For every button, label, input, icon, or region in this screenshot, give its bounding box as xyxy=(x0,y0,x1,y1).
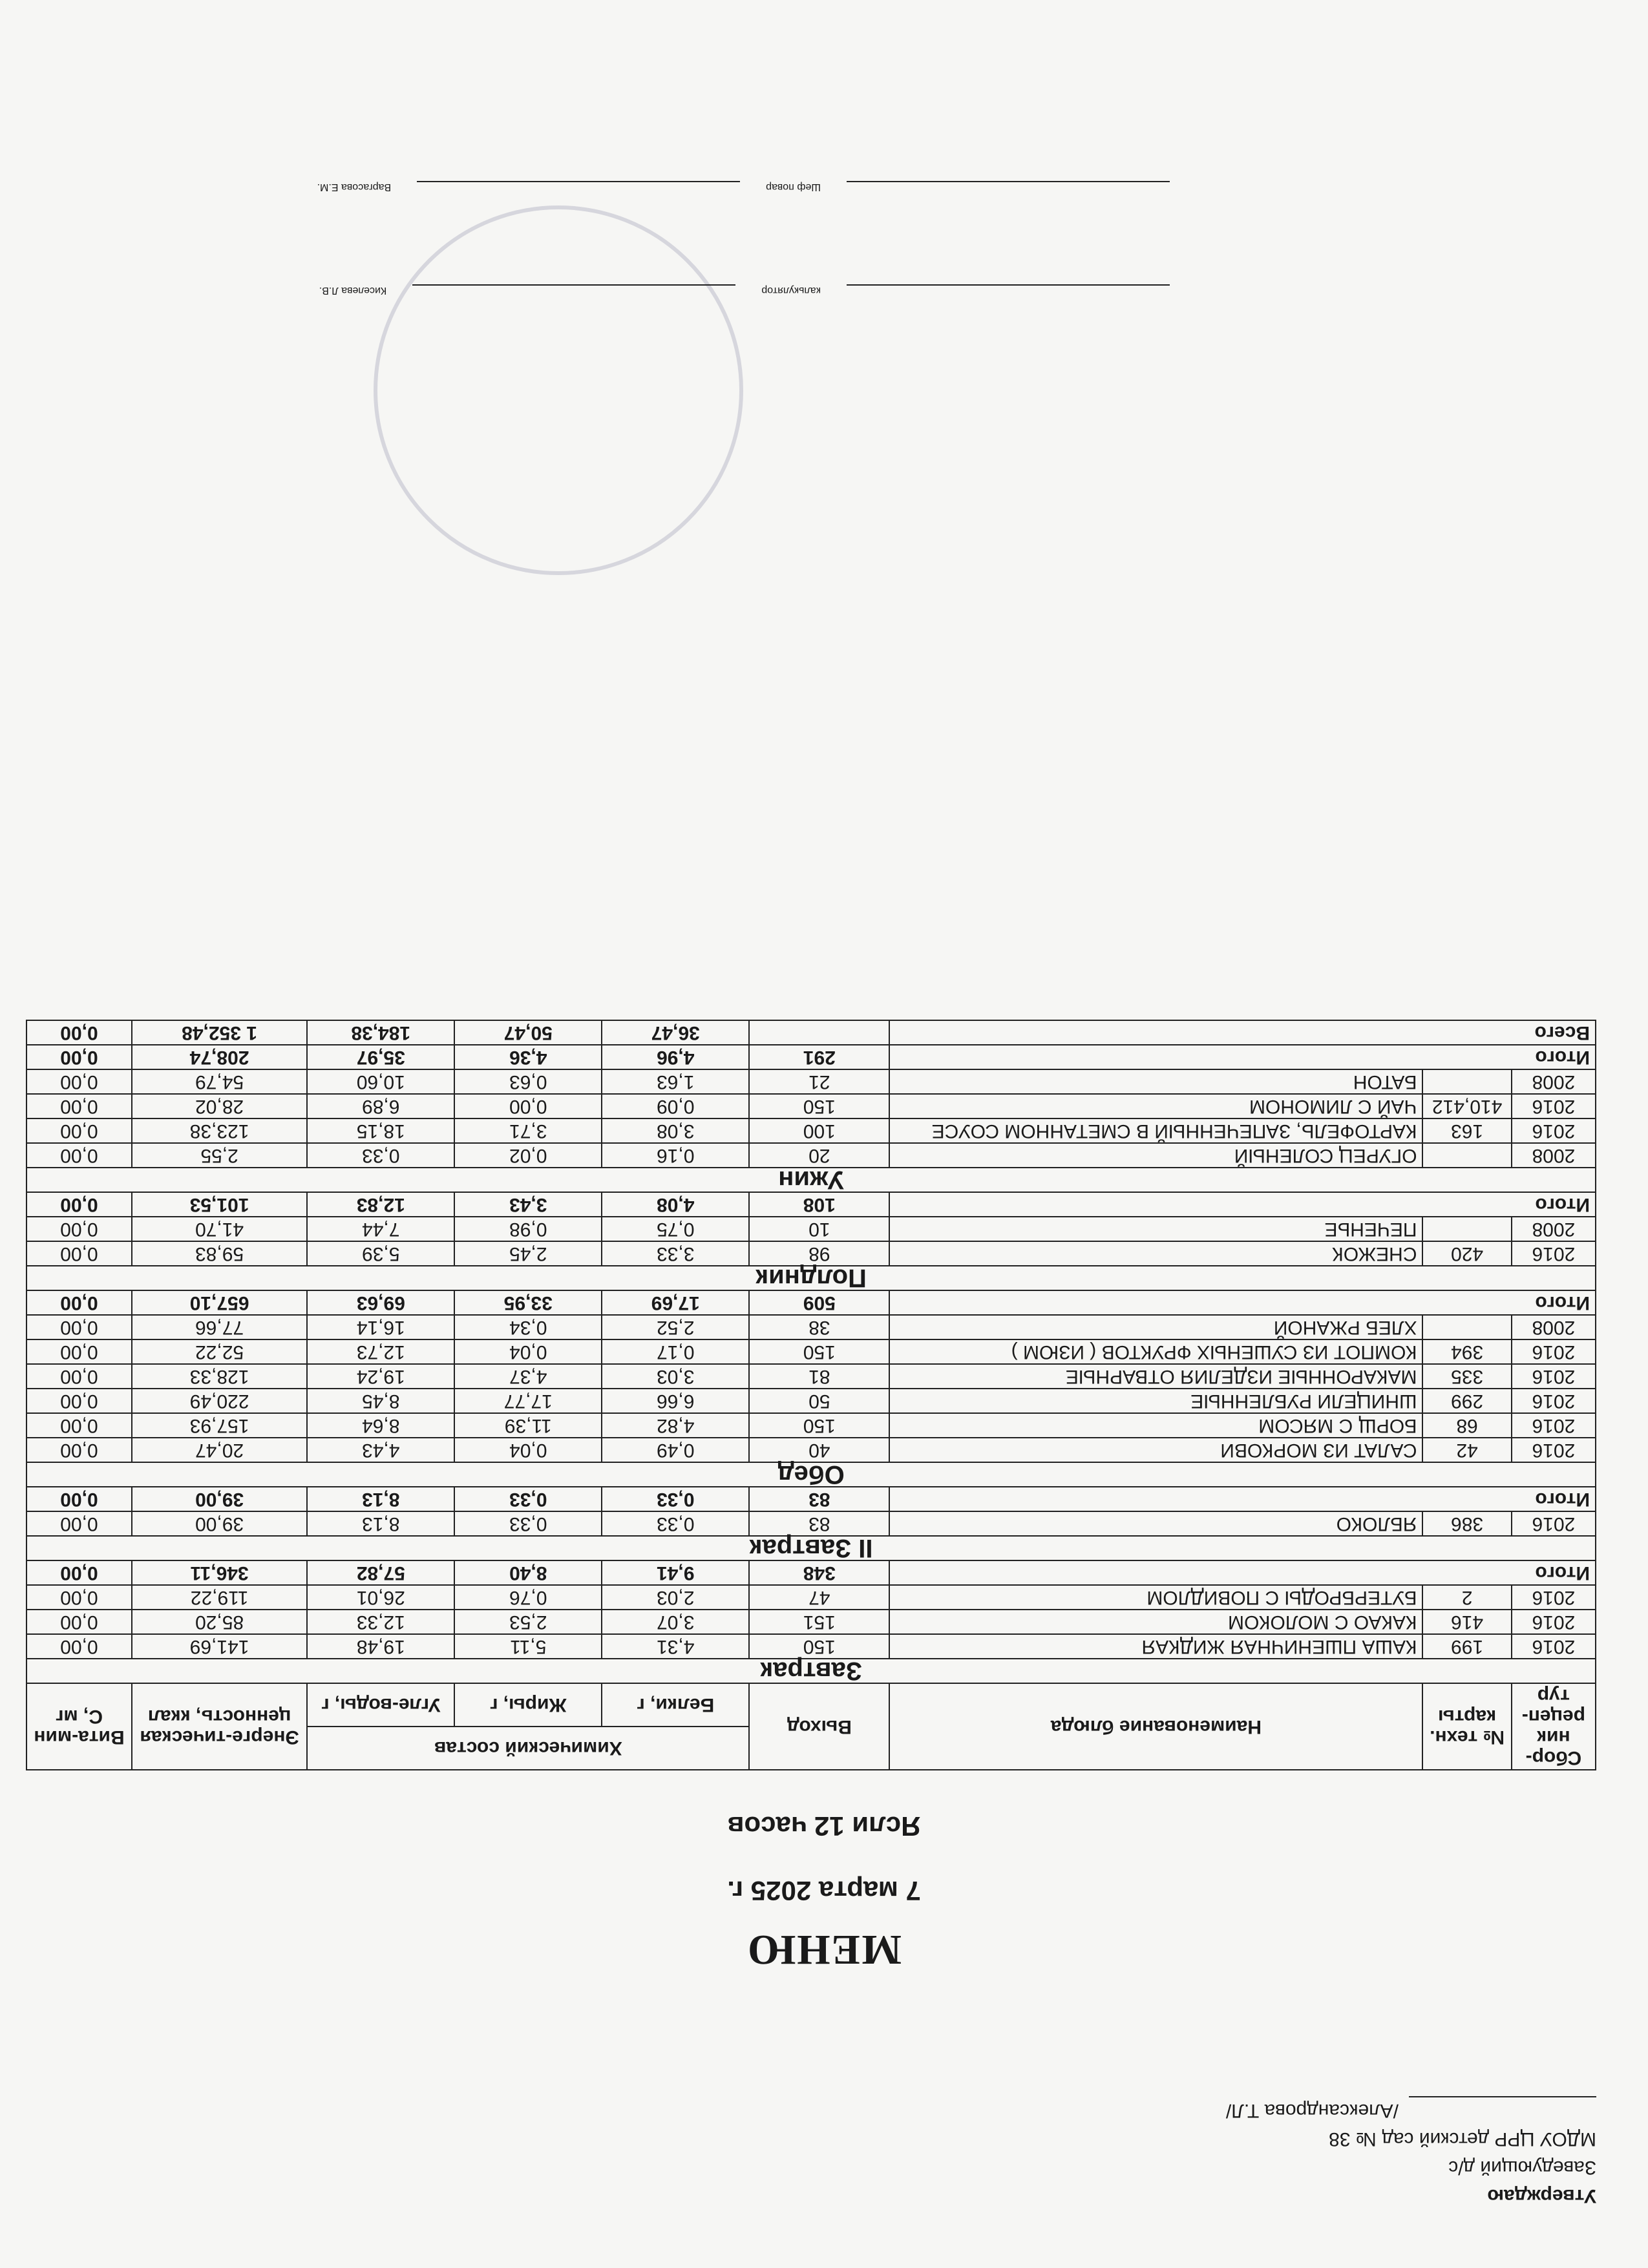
output-cell: 38 xyxy=(749,1315,889,1339)
signature-row-calc xyxy=(319,284,1196,304)
collection-cell: 2016 xyxy=(1512,1094,1596,1118)
dish-name-cell: КАРТОФЕЛЬ, ЗАПЕЧЕННЫЙ В СМЕТАННОМ СОУСЕ xyxy=(889,1118,1422,1143)
card-cell: 42 xyxy=(1422,1438,1511,1462)
section-header-row xyxy=(26,1462,1596,1487)
carbs-cell: 16,14 xyxy=(307,1315,454,1339)
table-row xyxy=(26,1389,1596,1413)
signature-role: калькулятор xyxy=(761,285,821,296)
protein-cell: 6,66 xyxy=(602,1389,749,1413)
card-cell xyxy=(1422,1315,1511,1339)
output-cell: 150 xyxy=(749,1413,889,1438)
header-collection: Сбор-ник рецеп-тур xyxy=(1512,1683,1596,1770)
vitamin-cell: 0,00 xyxy=(26,1634,132,1659)
table-row xyxy=(26,1413,1596,1438)
protein-cell: 3,03 xyxy=(602,1364,749,1389)
carbs-cell: 12,73 xyxy=(307,1339,454,1364)
energy-grand-total-cell: 1 352,48 xyxy=(132,1020,307,1045)
header-carbs: Угле-воды, г xyxy=(307,1683,454,1727)
signature-line xyxy=(417,181,740,200)
fat-cell: 0,00 xyxy=(454,1094,602,1118)
protein-cell: 1,63 xyxy=(602,1069,749,1094)
output-cell: 150 xyxy=(749,1094,889,1118)
header-fat: Жиры, г xyxy=(454,1683,602,1727)
collection-cell: 2008 xyxy=(1512,1217,1596,1241)
table-row xyxy=(26,1094,1596,1118)
energy-cell: 39,00 xyxy=(132,1511,307,1536)
collection-cell: 2016 xyxy=(1512,1339,1596,1364)
vitamin-total-cell: 0,00 xyxy=(26,1192,132,1217)
protein-cell: 0,33 xyxy=(602,1511,749,1536)
menu-table xyxy=(26,1020,1596,1770)
energy-cell: 2,55 xyxy=(132,1143,307,1168)
fat-cell: 3,71 xyxy=(454,1118,602,1143)
section-header-row xyxy=(26,1168,1596,1192)
approval-line2: МДОУ ЦРР детский сад № 38 xyxy=(1329,2128,1596,2150)
carbs-cell: 8,13 xyxy=(307,1511,454,1536)
carbs-cell: 10,60 xyxy=(307,1069,454,1094)
header-name: Наименование блюда xyxy=(889,1683,1422,1770)
table-row xyxy=(26,1241,1596,1266)
energy-cell: 77,66 xyxy=(132,1315,307,1339)
vitamin-cell: 0,00 xyxy=(26,1241,132,1266)
protein-total-cell: 0,33 xyxy=(602,1487,749,1511)
vitamin-cell: 0,00 xyxy=(26,1511,132,1536)
approval-signer: /Александрова Т.Л/ xyxy=(1225,2100,1399,2121)
energy-cell: 85,20 xyxy=(132,1610,307,1634)
output-cell: 21 xyxy=(749,1069,889,1094)
card-cell: 416 xyxy=(1422,1610,1511,1634)
energy-total-cell: 346,11 xyxy=(132,1560,307,1585)
protein-cell: 0,09 xyxy=(602,1094,749,1118)
total-label: Итого xyxy=(889,1487,1596,1511)
energy-total-cell: 39,00 xyxy=(132,1487,307,1511)
total-label: Итого xyxy=(889,1560,1596,1585)
energy-cell: 28,02 xyxy=(132,1094,307,1118)
total-label: Итого xyxy=(889,1290,1596,1315)
fat-cell: 0,63 xyxy=(454,1069,602,1094)
dish-name-cell: КАША ПШЕНИЧНАЯ ЖИДКАЯ xyxy=(889,1634,1422,1659)
dish-name-cell: БУТЕРБРОДЫ С ПОВИДЛОМ xyxy=(889,1585,1422,1610)
signature-line xyxy=(1409,2096,1596,2117)
collection-cell: 2008 xyxy=(1512,1315,1596,1339)
signature-name: Киселева Л.В. xyxy=(319,285,387,296)
table-row xyxy=(26,1364,1596,1389)
card-cell: 299 xyxy=(1422,1389,1511,1413)
section-title: Обед xyxy=(26,1462,1596,1487)
collection-cell: 2016 xyxy=(1512,1389,1596,1413)
menu-date: 7 марта 2025 г. xyxy=(727,1876,921,1906)
vitamin-cell: 0,00 xyxy=(26,1438,132,1462)
card-cell: 386 xyxy=(1422,1511,1511,1536)
total-row xyxy=(26,1192,1596,1217)
output-cell: 100 xyxy=(749,1118,889,1143)
card-cell xyxy=(1422,1069,1511,1094)
collection-cell: 2016 xyxy=(1512,1634,1596,1659)
signature-row-chef xyxy=(317,181,1196,200)
section-title: II Завтрак xyxy=(26,1536,1596,1560)
card-cell: 68 xyxy=(1422,1413,1511,1438)
output-cell: 40 xyxy=(749,1438,889,1462)
header-vitamin: Вита-мин С, мг xyxy=(26,1683,132,1770)
protein-cell: 3,07 xyxy=(602,1610,749,1634)
protein-cell: 0,75 xyxy=(602,1217,749,1241)
signature-name: Варгасова Е.М. xyxy=(317,182,392,193)
energy-cell: 41,70 xyxy=(132,1217,307,1241)
vitamin-cell: 0,00 xyxy=(26,1413,132,1438)
dish-name-cell: ПЕЧЕНЬЕ xyxy=(889,1217,1422,1241)
vitamin-total-cell: 0,00 xyxy=(26,1290,132,1315)
vitamin-cell: 0,00 xyxy=(26,1143,132,1168)
dish-name-cell: ХЛЕБ РЖАНОЙ xyxy=(889,1315,1422,1339)
protein-total-cell: 17,69 xyxy=(602,1290,749,1315)
card-cell: 410,412 xyxy=(1422,1094,1511,1118)
energy-total-cell: 208,74 xyxy=(132,1045,307,1069)
output-cell: 50 xyxy=(749,1389,889,1413)
dish-name-cell: КОМПОТ ИЗ СУШЕНЫХ ФРУКТОВ ( ИЗЮМ ) xyxy=(889,1339,1422,1364)
energy-cell: 128,33 xyxy=(132,1364,307,1389)
dish-name-cell: ОГУРЕЦ СОЛЕНЫЙ xyxy=(889,1143,1422,1168)
output-total-cell: 83 xyxy=(749,1487,889,1511)
output-cell: 151 xyxy=(749,1610,889,1634)
section-header-row xyxy=(26,1536,1596,1560)
total-label: Итого xyxy=(889,1192,1596,1217)
carbs-cell: 0,33 xyxy=(307,1143,454,1168)
fat-cell: 2,53 xyxy=(454,1610,602,1634)
carbs-cell: 8,64 xyxy=(307,1413,454,1438)
table-row xyxy=(26,1217,1596,1241)
section-title: Полдник xyxy=(26,1266,1596,1290)
card-cell xyxy=(1422,1217,1511,1241)
output-cell: 81 xyxy=(749,1364,889,1389)
grand-total-row xyxy=(26,1020,1596,1045)
table-row xyxy=(26,1315,1596,1339)
signature-line xyxy=(412,284,735,304)
vitamin-total-cell: 0,00 xyxy=(26,1045,132,1069)
protein-cell: 0,17 xyxy=(602,1339,749,1364)
approval-block xyxy=(1226,2096,1596,2210)
carbs-total-cell: 12,83 xyxy=(307,1192,454,1217)
carbs-total-cell: 57,82 xyxy=(307,1560,454,1585)
collection-cell: 2008 xyxy=(1512,1143,1596,1168)
vitamin-cell: 0,00 xyxy=(26,1217,132,1241)
header-protein: Белки, г xyxy=(602,1683,749,1727)
fat-cell: 0,02 xyxy=(454,1143,602,1168)
output-total-cell: 291 xyxy=(749,1045,889,1069)
energy-cell: 141,69 xyxy=(132,1634,307,1659)
vitamin-cell: 0,00 xyxy=(26,1389,132,1413)
vitamin-cell: 0,00 xyxy=(26,1610,132,1634)
header-card: № техн. карты xyxy=(1422,1683,1511,1770)
collection-cell: 2016 xyxy=(1512,1241,1596,1266)
dish-name-cell: ШНИЦЕЛИ РУБЛЕННЫЕ xyxy=(889,1389,1422,1413)
fat-cell: 0,33 xyxy=(454,1511,602,1536)
protein-total-cell: 4,96 xyxy=(602,1045,749,1069)
approval-heading: Утверждаю xyxy=(1487,2185,1596,2207)
header-output: Выход xyxy=(749,1683,889,1770)
protein-cell: 0,49 xyxy=(602,1438,749,1462)
card-cell: 163 xyxy=(1422,1118,1511,1143)
carbs-grand-total-cell: 184,38 xyxy=(307,1020,454,1045)
signature-role: Шеф повар xyxy=(766,182,821,193)
vitamin-cell: 0,00 xyxy=(26,1364,132,1389)
carbs-cell: 7,44 xyxy=(307,1217,454,1241)
approval-signer-row xyxy=(1226,2096,1596,2125)
dish-name-cell: БАТОН xyxy=(889,1069,1422,1094)
output-cell: 10 xyxy=(749,1217,889,1241)
output-cell: 47 xyxy=(749,1585,889,1610)
total-label: Итого xyxy=(889,1045,1596,1069)
total-row xyxy=(26,1560,1596,1585)
dish-name-cell: ЧАЙ С ЛИМОНОМ xyxy=(889,1094,1422,1118)
energy-cell: 20,47 xyxy=(132,1438,307,1462)
output-cell: 150 xyxy=(749,1634,889,1659)
fat-cell: 5,11 xyxy=(454,1634,602,1659)
carbs-cell: 6,89 xyxy=(307,1094,454,1118)
section-header-row xyxy=(26,1659,1596,1683)
protein-cell: 4,82 xyxy=(602,1413,749,1438)
output-total-cell: 108 xyxy=(749,1192,889,1217)
collection-cell: 2016 xyxy=(1512,1413,1596,1438)
total-row xyxy=(26,1045,1596,1069)
collection-cell: 2016 xyxy=(1512,1438,1596,1462)
energy-total-cell: 101,53 xyxy=(132,1192,307,1217)
output-total-cell: 348 xyxy=(749,1560,889,1585)
protein-cell: 2,03 xyxy=(602,1585,749,1610)
signature-line xyxy=(847,181,1170,200)
menu-group: Ясли 12 часов xyxy=(727,1811,921,1842)
fat-total-cell: 33,95 xyxy=(454,1290,602,1315)
energy-cell: 119,22 xyxy=(132,1585,307,1610)
collection-cell: 2016 xyxy=(1512,1364,1596,1389)
card-cell xyxy=(1422,1143,1511,1168)
vitamin-cell: 0,00 xyxy=(26,1069,132,1094)
table-row xyxy=(26,1069,1596,1094)
fat-total-cell: 3,43 xyxy=(454,1192,602,1217)
vitamin-cell: 0,00 xyxy=(26,1315,132,1339)
grand-total-label: Всего xyxy=(889,1020,1596,1045)
vitamin-cell: 0,00 xyxy=(26,1094,132,1118)
table-row xyxy=(26,1143,1596,1168)
carbs-cell: 5,39 xyxy=(307,1241,454,1266)
carbs-cell: 4,43 xyxy=(307,1438,454,1462)
vitamin-cell: 0,00 xyxy=(26,1339,132,1364)
energy-cell: 52,22 xyxy=(132,1339,307,1364)
carbs-total-cell: 69,63 xyxy=(307,1290,454,1315)
collection-cell: 2008 xyxy=(1512,1069,1596,1094)
energy-cell: 54,79 xyxy=(132,1069,307,1094)
protein-cell: 3,33 xyxy=(602,1241,749,1266)
fat-cell: 0,04 xyxy=(454,1339,602,1364)
fat-cell: 4,37 xyxy=(454,1364,602,1389)
dish-name-cell: САЛАТ ИЗ МОРКОВИ xyxy=(889,1438,1422,1462)
vitamin-total-cell: 0,00 xyxy=(26,1560,132,1585)
fat-cell: 11,39 xyxy=(454,1413,602,1438)
table-row xyxy=(26,1585,1596,1610)
table-row xyxy=(26,1610,1596,1634)
output-grand-total-cell xyxy=(749,1020,889,1045)
carbs-total-cell: 8,13 xyxy=(307,1487,454,1511)
output-cell: 150 xyxy=(749,1339,889,1364)
protein-grand-total-cell: 36,47 xyxy=(602,1020,749,1045)
carbs-total-cell: 35,97 xyxy=(307,1045,454,1069)
card-cell: 394 xyxy=(1422,1339,1511,1364)
section-title: Ужин xyxy=(26,1168,1596,1192)
card-cell: 199 xyxy=(1422,1634,1511,1659)
energy-cell: 123,38 xyxy=(132,1118,307,1143)
energy-total-cell: 657,10 xyxy=(132,1290,307,1315)
table-row xyxy=(26,1438,1596,1462)
vitamin-grand-total-cell: 0,00 xyxy=(26,1020,132,1045)
fat-cell: 0,34 xyxy=(454,1315,602,1339)
fat-cell: 0,98 xyxy=(454,1217,602,1241)
card-cell: 420 xyxy=(1422,1241,1511,1266)
total-row xyxy=(26,1290,1596,1315)
header-energy: Энерге-тическая ценность, ккал xyxy=(132,1683,307,1770)
fat-total-cell: 4,36 xyxy=(454,1045,602,1069)
carbs-cell: 8,45 xyxy=(307,1389,454,1413)
energy-cell: 59,83 xyxy=(132,1241,307,1266)
dish-name-cell: ЯБЛОКО xyxy=(889,1511,1422,1536)
menu-title: МЕНЮ xyxy=(746,1926,902,1973)
vitamin-total-cell: 0,00 xyxy=(26,1487,132,1511)
protein-cell: 3,08 xyxy=(602,1118,749,1143)
header-chem: Химический состав xyxy=(307,1727,749,1770)
output-cell: 98 xyxy=(749,1241,889,1266)
faded-stamp xyxy=(374,205,743,575)
carbs-cell: 26,01 xyxy=(307,1585,454,1610)
fat-cell: 17,77 xyxy=(454,1389,602,1413)
menu-body xyxy=(26,1020,1596,1683)
carbs-cell: 18,15 xyxy=(307,1118,454,1143)
card-cell: 2 xyxy=(1422,1585,1511,1610)
protein-total-cell: 9,41 xyxy=(602,1560,749,1585)
section-header-row xyxy=(26,1266,1596,1290)
signature-line xyxy=(847,284,1170,304)
collection-cell: 2016 xyxy=(1512,1610,1596,1634)
card-cell: 335 xyxy=(1422,1364,1511,1389)
section-title: Завтрак xyxy=(26,1659,1596,1683)
output-cell: 20 xyxy=(749,1143,889,1168)
dish-name-cell: БОРЩ С МЯСОМ xyxy=(889,1413,1422,1438)
collection-cell: 2016 xyxy=(1512,1511,1596,1536)
energy-cell: 220,49 xyxy=(132,1389,307,1413)
vitamin-cell: 0,00 xyxy=(26,1585,132,1610)
carbs-cell: 12,33 xyxy=(307,1610,454,1634)
table-row xyxy=(26,1634,1596,1659)
collection-cell: 2016 xyxy=(1512,1585,1596,1610)
table-row xyxy=(26,1339,1596,1364)
protein-cell: 0,16 xyxy=(602,1143,749,1168)
fat-grand-total-cell: 50,47 xyxy=(454,1020,602,1045)
total-row xyxy=(26,1487,1596,1511)
protein-cell: 4,31 xyxy=(602,1634,749,1659)
energy-cell: 157,93 xyxy=(132,1413,307,1438)
output-total-cell: 509 xyxy=(749,1290,889,1315)
protein-total-cell: 4,08 xyxy=(602,1192,749,1217)
fat-cell: 0,76 xyxy=(454,1585,602,1610)
protein-cell: 2,52 xyxy=(602,1315,749,1339)
approval-line1: Заведующий д/с xyxy=(1448,2157,1596,2178)
fat-total-cell: 0,33 xyxy=(454,1487,602,1511)
carbs-cell: 19,48 xyxy=(307,1634,454,1659)
table-row xyxy=(26,1511,1596,1536)
fat-cell: 0,04 xyxy=(454,1438,602,1462)
fat-total-cell: 8,40 xyxy=(454,1560,602,1585)
dish-name-cell: КАКАО С МОЛОКОМ xyxy=(889,1610,1422,1634)
vitamin-cell: 0,00 xyxy=(26,1118,132,1143)
dish-name-cell: СНЕЖОК xyxy=(889,1241,1422,1266)
carbs-cell: 19,24 xyxy=(307,1364,454,1389)
fat-cell: 2,45 xyxy=(454,1241,602,1266)
dish-name-cell: МАКАРОННЫЕ ИЗДЕЛИЯ ОТВАРНЫЕ xyxy=(889,1364,1422,1389)
table-row xyxy=(26,1118,1596,1143)
output-cell: 83 xyxy=(749,1511,889,1536)
collection-cell: 2016 xyxy=(1512,1118,1596,1143)
